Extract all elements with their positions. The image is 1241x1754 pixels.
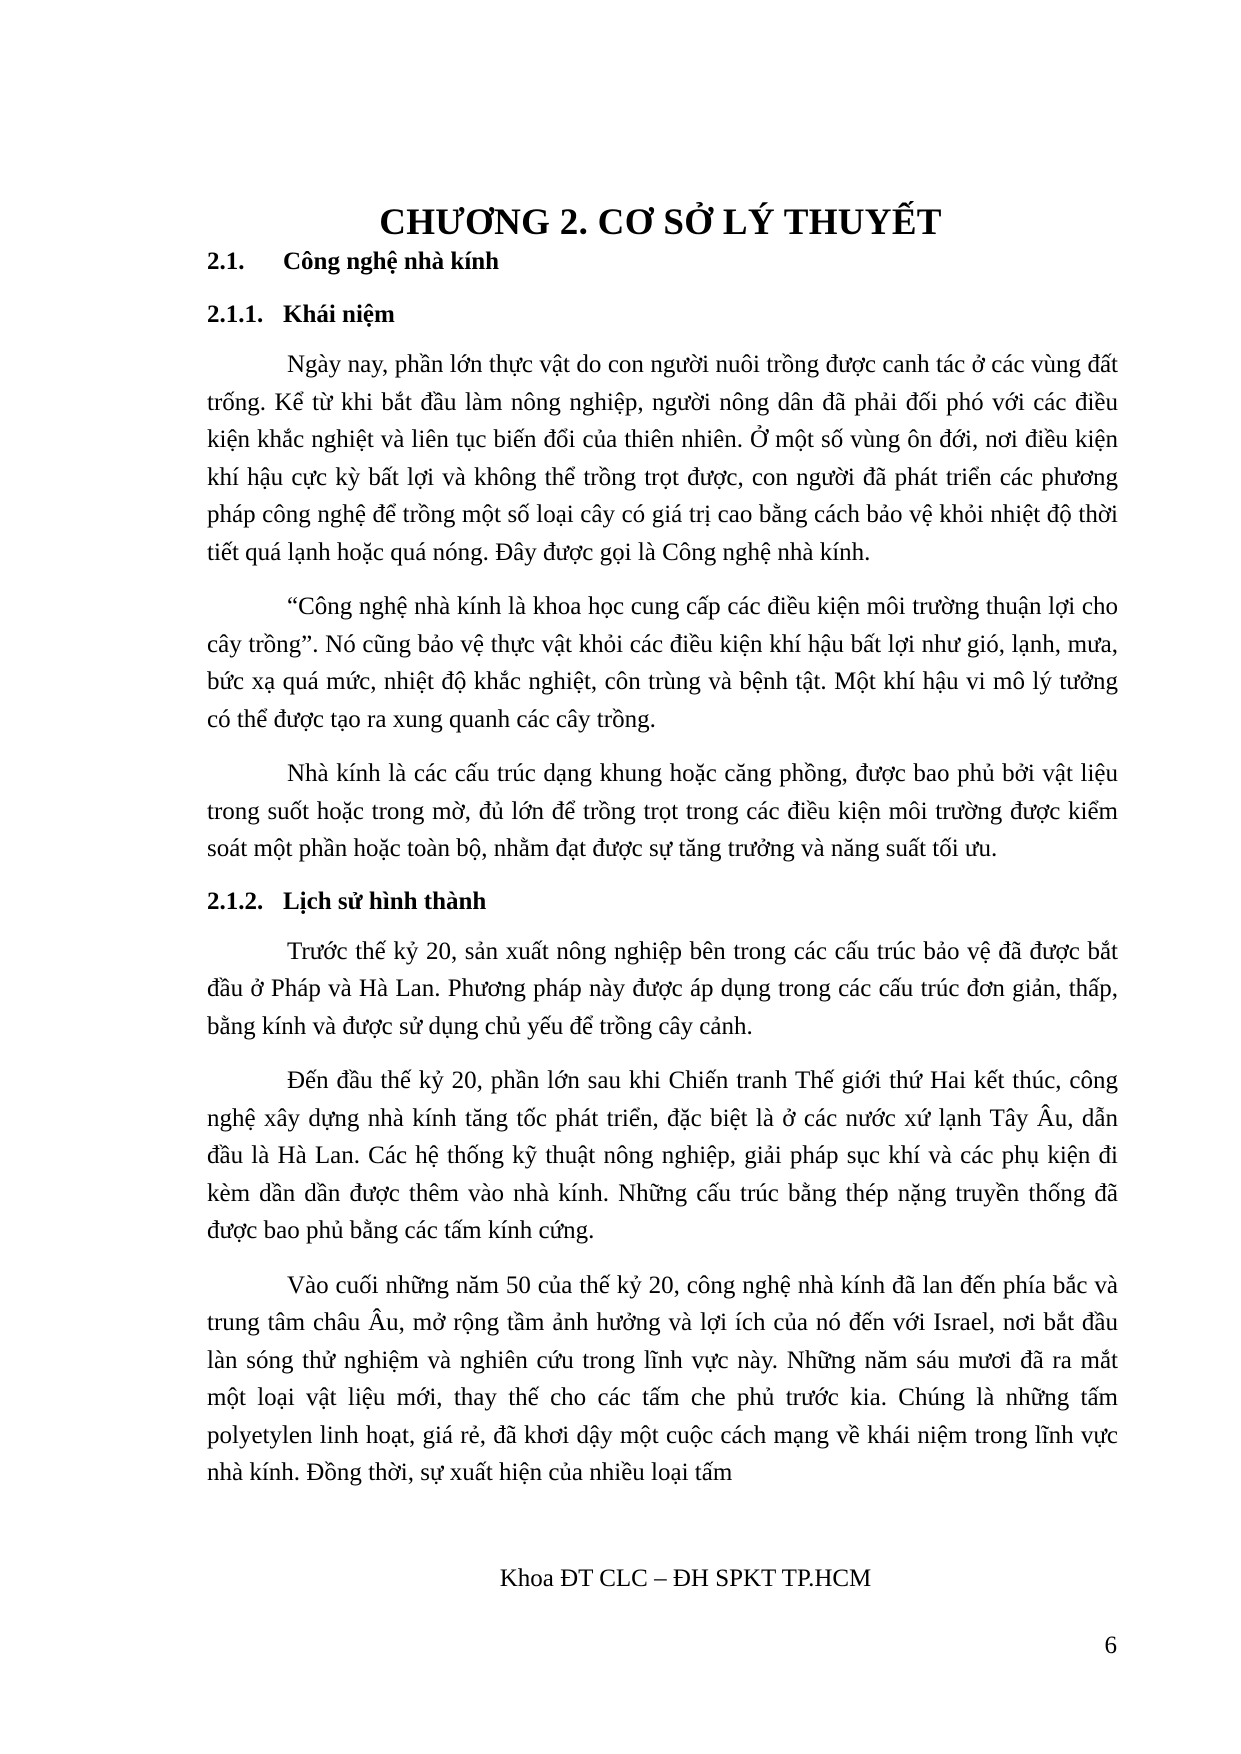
paragraph: Trước thế kỷ 20, sản xuất nông nghiệp bên trong các cấu trúc bảo vệ đã được bắt đầu ở Pháp và Hà Lan. Phương pháp này được áp dụng trong các cấu trúc đơn giản, thấp, bằng kính và được sử dụng chủ yếu để trồng cây cảnh.: [207, 937, 1118, 1040]
paragraph: “Công nghệ nhà kính là khoa học cung cấp các điều kiện môi trường thuận lợi cho cây trồng”. Nó cũng bảo vệ thực vật khỏi các điều kiện khí hậu bất lợi như gió, lạnh, mưa, bức xạ quá mức, nhiệt độ khắc nghiệt, côn trùng và bệnh tật. Một khí hậu vi mô lý tưởng có thể được tạo ra xung quanh các cây trồng.: [207, 593, 1118, 733]
paragraph: Nhà kính là các cấu trúc dạng khung hoặc căng phồng, được bao phủ bởi vật liệu trong suốt hoặc trong mờ, đủ lớn để trồng trọt trong các điều kiện môi trường được kiểm soát một phần hoặc toàn bộ, nhằm đạt được sự tăng trưởng và năng suất tối ưu.: [207, 760, 1118, 862]
paragraph: Vào cuối những năm 50 của thế kỷ 20, công nghệ nhà kính đã lan đến phía bắc và trung tâm châu Âu, mở rộng tầm ảnh hưởng và lợi ích của nó đến với Israel, nơi bắt đầu làn sóng thử nghiệm và nghiên cứu trong lĩnh vực này. Những năm sáu mươi đã ra mắt một loại vật liệu mới, thay thế cho các tấm che phủ trước kia. Chúng là những tấm polyetylen linh hoạt, giá rẻ, đã khơi dậy một cuộc cách mạng về khái niệm trong lĩnh vực nhà kính. Đồng thời, sự xuất hiện của nhiều loại tấm: [207, 1271, 1118, 1486]
subsection-heading-2-1-1: [207, 297, 1118, 333]
subsection-number: 2.1.1.: [207, 301, 264, 328]
paragraph: Đến đầu thế kỷ 20, phần lớn sau khi Chiến tranh Thế giới thứ Hai kết thúc, công nghệ xây dựng nhà kính tăng tốc phát triển, đặc biệt là ở các nước xứ lạnh Tây Âu, dẫn đầu là Hà Lan. Các hệ thống kỹ thuật nông nghiệp, giải pháp sục khí và các phụ kiện đi kèm dần dần được thêm vào nhà kính. Những cấu trúc bằng thép nặng truyền thống đã được bao phủ bằng các tấm kính cứng.: [207, 1067, 1118, 1244]
section-title: Công nghệ nhà kính: [283, 248, 500, 275]
subsection-heading-2-1-2: [207, 884, 1118, 920]
subsection-number: 2.1.2.: [207, 887, 264, 915]
section-number: 2.1.: [207, 248, 245, 275]
subsection-title: Khái niệm: [283, 301, 395, 328]
chapter-title: CHƯƠNG 2. CƠ SỞ LÝ THUYẾT: [379, 201, 942, 243]
paragraph: Ngày nay, phần lớn thực vật do con người nuôi trồng được canh tác ở các vùng đất trống. Kể từ khi bắt đầu làm nông nghiệp, người nông dân đã phải đối phó với các điều kiện khắc nghiệt và liên tục biến đổi của thiên nhiên. Ở một số vùng ôn đới, nơi điều kiện khí hậu cực kỳ bất lợi và không thể trồng trọt được, con người đã phát triển các phương pháp công nghệ để trồng một số loại cây có giá trị cao bằng cách bảo vệ khỏi nhiệt độ thời tiết quá lạnh hoặc quá nóng. Đây được gọi là Công nghệ nhà kính.: [207, 351, 1118, 566]
section-heading-2-1: [207, 244, 1118, 280]
subsection-title: Lịch sử hình thành: [283, 887, 487, 915]
page-content: [207, 240, 1118, 1492]
page-footer: Khoa ĐT CLC – ĐH SPKT TP.HCM: [499, 1565, 872, 1592]
page-number: 6: [1104, 1632, 1117, 1659]
